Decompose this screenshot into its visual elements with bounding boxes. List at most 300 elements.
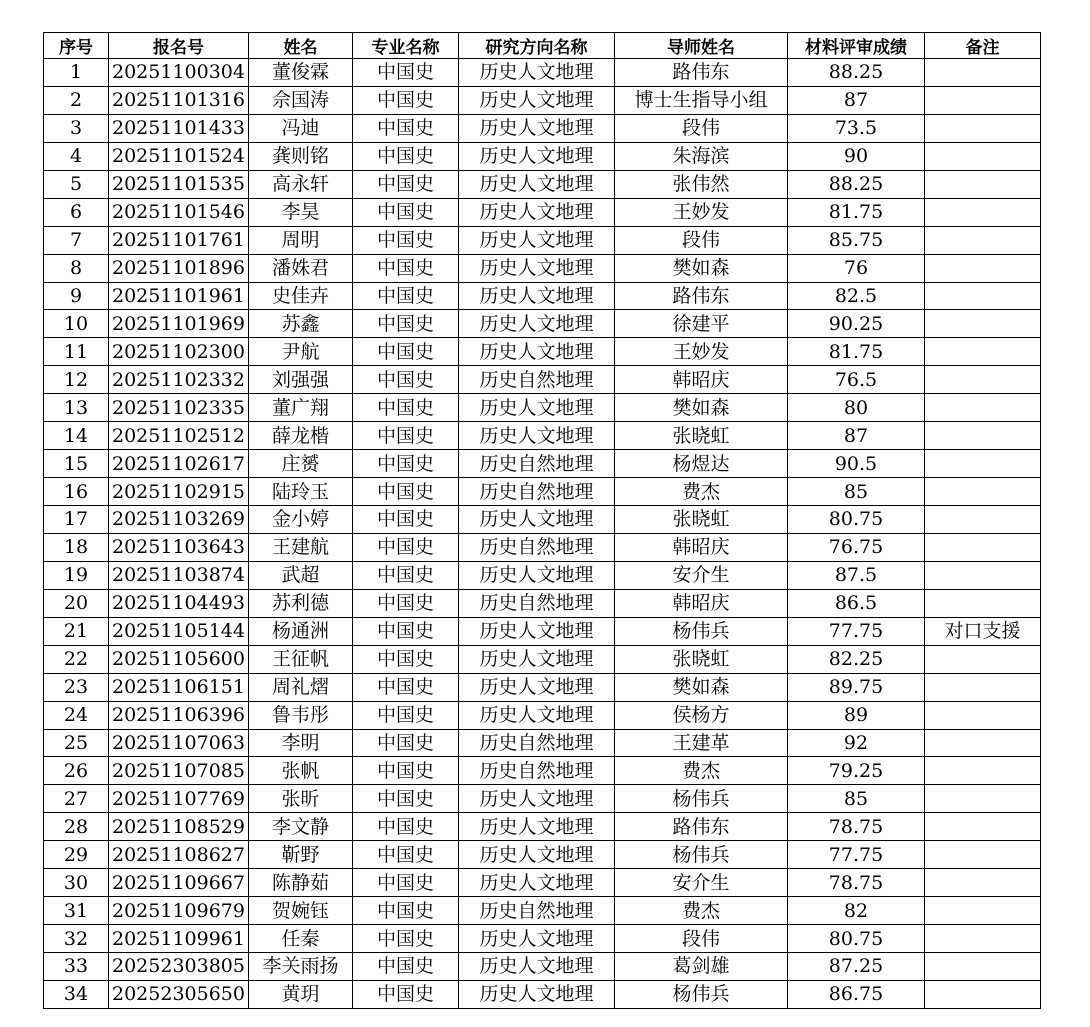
cell-supervisor: 费杰 (615, 757, 788, 785)
cell-research-direction: 历史人文地理 (459, 925, 615, 953)
cell-supervisor: 樊如森 (615, 394, 788, 422)
cell-name: 杨通洲 (249, 617, 353, 645)
cell-research-direction: 历史自然地理 (459, 450, 615, 478)
cell-score: 85 (788, 785, 925, 813)
cell-serial: 12 (44, 366, 109, 394)
cell-registration-number: 20251104493 (109, 589, 249, 617)
cell-name: 尹航 (249, 338, 353, 366)
cell-serial: 15 (44, 450, 109, 478)
cell-name: 张帆 (249, 757, 353, 785)
cell-remarks (925, 785, 1041, 813)
cell-research-direction: 历史自然地理 (459, 478, 615, 506)
cell-name: 陈静茹 (249, 869, 353, 897)
cell-score: 73.5 (788, 114, 925, 142)
cell-remarks (925, 980, 1041, 1008)
cell-serial: 2 (44, 86, 109, 114)
cell-remarks (925, 114, 1041, 142)
cell-score: 76.5 (788, 366, 925, 394)
cell-supervisor: 徐建平 (615, 310, 788, 338)
cell-name: 王征帆 (249, 645, 353, 673)
cell-score: 82.25 (788, 645, 925, 673)
cell-remarks (925, 394, 1041, 422)
cell-registration-number: 20251109667 (109, 869, 249, 897)
cell-serial: 33 (44, 953, 109, 981)
header-supervisor: 导师姓名 (615, 33, 788, 59)
cell-serial: 32 (44, 925, 109, 953)
table-row (44, 282, 1041, 310)
cell-name: 董广翔 (249, 394, 353, 422)
cell-registration-number: 20251102332 (109, 366, 249, 394)
cell-research-direction: 历史人文地理 (459, 114, 615, 142)
cell-research-direction: 历史人文地理 (459, 701, 615, 729)
table-row (44, 394, 1041, 422)
cell-name: 靳野 (249, 841, 353, 869)
cell-supervisor: 葛剑雄 (615, 953, 788, 981)
cell-research-direction: 历史自然地理 (459, 757, 615, 785)
cell-major: 中国史 (353, 980, 459, 1008)
cell-supervisor: 博士生指导小组 (615, 86, 788, 114)
cell-name: 刘强强 (249, 366, 353, 394)
cell-research-direction: 历史人文地理 (459, 394, 615, 422)
cell-serial: 25 (44, 729, 109, 757)
cell-serial: 20 (44, 589, 109, 617)
table-row (44, 142, 1041, 170)
cell-remarks (925, 450, 1041, 478)
cell-major: 中国史 (353, 114, 459, 142)
cell-registration-number: 20251101433 (109, 114, 249, 142)
cell-major: 中国史 (353, 841, 459, 869)
cell-remarks (925, 282, 1041, 310)
table-row (44, 813, 1041, 841)
cell-score: 90 (788, 142, 925, 170)
header-serial: 序号 (44, 33, 109, 59)
cell-score: 87 (788, 86, 925, 114)
cell-name: 任秦 (249, 925, 353, 953)
cell-research-direction: 历史自然地理 (459, 897, 615, 925)
table-row (44, 925, 1041, 953)
cell-remarks (925, 729, 1041, 757)
cell-major: 中国史 (353, 170, 459, 198)
cell-serial: 10 (44, 310, 109, 338)
cell-research-direction: 历史人文地理 (459, 254, 615, 282)
cell-score: 88.25 (788, 59, 925, 87)
cell-supervisor: 段伟 (615, 226, 788, 254)
cell-major: 中国史 (353, 813, 459, 841)
cell-remarks (925, 869, 1041, 897)
cell-registration-number: 20251103874 (109, 561, 249, 589)
cell-name: 冯迪 (249, 114, 353, 142)
cell-supervisor: 杨伟兵 (615, 617, 788, 645)
cell-research-direction: 历史人文地理 (459, 506, 615, 534)
cell-score: 82 (788, 897, 925, 925)
cell-score: 86.75 (788, 980, 925, 1008)
table-row (44, 450, 1041, 478)
cell-serial: 34 (44, 980, 109, 1008)
cell-remarks (925, 925, 1041, 953)
table-row (44, 338, 1041, 366)
cell-name: 庄赟 (249, 450, 353, 478)
cell-name: 董俊霖 (249, 59, 353, 87)
cell-registration-number: 20251107769 (109, 785, 249, 813)
cell-name: 王建航 (249, 533, 353, 561)
cell-serial: 8 (44, 254, 109, 282)
cell-supervisor: 杨伟兵 (615, 841, 788, 869)
cell-name: 周礼熠 (249, 673, 353, 701)
cell-registration-number: 20251101316 (109, 86, 249, 114)
cell-serial: 16 (44, 478, 109, 506)
table-row (44, 729, 1041, 757)
cell-serial: 4 (44, 142, 109, 170)
header-row (44, 33, 1041, 59)
cell-name: 佘国涛 (249, 86, 353, 114)
cell-name: 潘姝君 (249, 254, 353, 282)
cell-score: 80.75 (788, 925, 925, 953)
cell-serial: 17 (44, 506, 109, 534)
cell-registration-number: 20251101524 (109, 142, 249, 170)
cell-registration-number: 20251106396 (109, 701, 249, 729)
cell-research-direction: 历史人文地理 (459, 282, 615, 310)
cell-major: 中国史 (353, 142, 459, 170)
cell-score: 80.75 (788, 506, 925, 534)
cell-remarks (925, 142, 1041, 170)
table-row (44, 254, 1041, 282)
cell-serial: 30 (44, 869, 109, 897)
cell-supervisor: 王建革 (615, 729, 788, 757)
cell-remarks (925, 813, 1041, 841)
cell-score: 77.75 (788, 617, 925, 645)
cell-registration-number: 20252305650 (109, 980, 249, 1008)
cell-supervisor: 侯杨方 (615, 701, 788, 729)
cell-research-direction: 历史人文地理 (459, 953, 615, 981)
table-row (44, 114, 1041, 142)
cell-registration-number: 20251101546 (109, 198, 249, 226)
cell-registration-number: 20252303805 (109, 953, 249, 981)
cell-major: 中国史 (353, 701, 459, 729)
cell-remarks (925, 198, 1041, 226)
cell-serial: 14 (44, 422, 109, 450)
table-row (44, 366, 1041, 394)
cell-remarks (925, 701, 1041, 729)
table-row (44, 757, 1041, 785)
cell-supervisor: 王妙发 (615, 338, 788, 366)
cell-research-direction: 历史人文地理 (459, 198, 615, 226)
cell-name: 李关雨扬 (249, 953, 353, 981)
cell-remarks (925, 841, 1041, 869)
cell-score: 88.25 (788, 170, 925, 198)
cell-major: 中国史 (353, 478, 459, 506)
cell-serial: 28 (44, 813, 109, 841)
cell-registration-number: 20251101896 (109, 254, 249, 282)
cell-supervisor: 樊如森 (615, 673, 788, 701)
cell-research-direction: 历史人文地理 (459, 310, 615, 338)
cell-serial: 5 (44, 170, 109, 198)
cell-serial: 23 (44, 673, 109, 701)
cell-remarks (925, 86, 1041, 114)
cell-major: 中国史 (353, 366, 459, 394)
cell-supervisor: 安介生 (615, 561, 788, 589)
table-row (44, 897, 1041, 925)
cell-remarks (925, 422, 1041, 450)
cell-supervisor: 张晓虹 (615, 422, 788, 450)
table-row (44, 673, 1041, 701)
cell-research-direction: 历史人文地理 (459, 617, 615, 645)
cell-supervisor: 杨伟兵 (615, 980, 788, 1008)
cell-serial: 22 (44, 645, 109, 673)
cell-name: 武超 (249, 561, 353, 589)
table-row (44, 533, 1041, 561)
cell-serial: 6 (44, 198, 109, 226)
table-body (44, 59, 1041, 1009)
cell-supervisor: 杨伟兵 (615, 785, 788, 813)
table-row (44, 953, 1041, 981)
cell-research-direction: 历史人文地理 (459, 86, 615, 114)
table-row (44, 226, 1041, 254)
cell-name: 李明 (249, 729, 353, 757)
header-score: 材料评审成绩 (788, 33, 925, 59)
cell-serial: 24 (44, 701, 109, 729)
cell-major: 中国史 (353, 394, 459, 422)
cell-registration-number: 20251106151 (109, 673, 249, 701)
cell-score: 87 (788, 422, 925, 450)
cell-supervisor: 张晓虹 (615, 645, 788, 673)
cell-supervisor: 韩昭庆 (615, 589, 788, 617)
table-row (44, 506, 1041, 534)
cell-registration-number: 20251109961 (109, 925, 249, 953)
cell-registration-number: 20251102617 (109, 450, 249, 478)
header-research-direction: 研究方向名称 (459, 33, 615, 59)
cell-score: 81.75 (788, 338, 925, 366)
cell-remarks (925, 953, 1041, 981)
cell-research-direction: 历史人文地理 (459, 673, 615, 701)
cell-score: 92 (788, 729, 925, 757)
cell-remarks (925, 310, 1041, 338)
cell-supervisor: 费杰 (615, 478, 788, 506)
table-row (44, 561, 1041, 589)
cell-major: 中国史 (353, 589, 459, 617)
cell-score: 85 (788, 478, 925, 506)
cell-registration-number: 20251109679 (109, 897, 249, 925)
cell-name: 金小婷 (249, 506, 353, 534)
cell-major: 中国史 (353, 869, 459, 897)
table-row (44, 59, 1041, 87)
cell-score: 90.5 (788, 450, 925, 478)
cell-name: 贺婉钰 (249, 897, 353, 925)
cell-research-direction: 历史自然地理 (459, 533, 615, 561)
cell-research-direction: 历史自然地理 (459, 589, 615, 617)
cell-registration-number: 20251101969 (109, 310, 249, 338)
header-major: 专业名称 (353, 33, 459, 59)
cell-score: 86.5 (788, 589, 925, 617)
cell-score: 82.5 (788, 282, 925, 310)
table-row (44, 589, 1041, 617)
cell-score: 77.75 (788, 841, 925, 869)
cell-registration-number: 20251107085 (109, 757, 249, 785)
cell-supervisor: 路伟东 (615, 59, 788, 87)
cell-score: 79.25 (788, 757, 925, 785)
table-row (44, 198, 1041, 226)
cell-research-direction: 历史人文地理 (459, 226, 615, 254)
cell-name: 李昊 (249, 198, 353, 226)
cell-name: 薛龙楷 (249, 422, 353, 450)
cell-major: 中国史 (353, 59, 459, 87)
cell-major: 中国史 (353, 897, 459, 925)
cell-score: 80 (788, 394, 925, 422)
cell-registration-number: 20251101961 (109, 282, 249, 310)
cell-registration-number: 20251103643 (109, 533, 249, 561)
cell-registration-number: 20251107063 (109, 729, 249, 757)
cell-major: 中国史 (353, 785, 459, 813)
cell-serial: 1 (44, 59, 109, 87)
cell-name: 高永轩 (249, 170, 353, 198)
cell-major: 中国史 (353, 645, 459, 673)
cell-name: 苏利德 (249, 589, 353, 617)
cell-name: 黄玥 (249, 980, 353, 1008)
cell-name: 鲁韦彤 (249, 701, 353, 729)
cell-remarks (925, 645, 1041, 673)
table-row (44, 701, 1041, 729)
header-name: 姓名 (249, 33, 353, 59)
cell-research-direction: 历史人文地理 (459, 869, 615, 897)
cell-major: 中国史 (353, 422, 459, 450)
cell-score: 81.75 (788, 198, 925, 226)
cell-remarks (925, 897, 1041, 925)
cell-major: 中国史 (353, 254, 459, 282)
cell-name: 李文静 (249, 813, 353, 841)
cell-name: 苏鑫 (249, 310, 353, 338)
cell-name: 龚则铭 (249, 142, 353, 170)
cell-registration-number: 20251108627 (109, 841, 249, 869)
cell-supervisor: 韩昭庆 (615, 366, 788, 394)
cell-major: 中国史 (353, 561, 459, 589)
cell-remarks (925, 478, 1041, 506)
cell-registration-number: 20251102300 (109, 338, 249, 366)
cell-serial: 7 (44, 226, 109, 254)
cell-major: 中国史 (353, 617, 459, 645)
table-row (44, 86, 1041, 114)
cell-serial: 26 (44, 757, 109, 785)
cell-supervisor: 樊如森 (615, 254, 788, 282)
cell-major: 中国史 (353, 86, 459, 114)
cell-research-direction: 历史人文地理 (459, 561, 615, 589)
table-row (44, 170, 1041, 198)
cell-registration-number: 20251100304 (109, 59, 249, 87)
cell-major: 中国史 (353, 925, 459, 953)
table-row (44, 310, 1041, 338)
table-row (44, 645, 1041, 673)
header-registration-number: 报名号 (109, 33, 249, 59)
cell-major: 中国史 (353, 338, 459, 366)
cell-research-direction: 历史人文地理 (459, 813, 615, 841)
cell-remarks (925, 533, 1041, 561)
cell-supervisor: 路伟东 (615, 813, 788, 841)
cell-major: 中国史 (353, 506, 459, 534)
table-row (44, 980, 1041, 1008)
table-row (44, 617, 1041, 645)
cell-remarks (925, 226, 1041, 254)
cell-major: 中国史 (353, 533, 459, 561)
cell-score: 89 (788, 701, 925, 729)
cell-registration-number: 20251102915 (109, 478, 249, 506)
cell-research-direction: 历史自然地理 (459, 729, 615, 757)
cell-supervisor: 朱海滨 (615, 142, 788, 170)
cell-remarks (925, 366, 1041, 394)
cell-registration-number: 20251105144 (109, 617, 249, 645)
cell-score: 78.75 (788, 813, 925, 841)
cell-major: 中国史 (353, 310, 459, 338)
cell-score: 85.75 (788, 226, 925, 254)
cell-remarks (925, 254, 1041, 282)
cell-supervisor: 路伟东 (615, 282, 788, 310)
cell-research-direction: 历史人文地理 (459, 170, 615, 198)
cell-supervisor: 段伟 (615, 925, 788, 953)
cell-registration-number: 20251108529 (109, 813, 249, 841)
table-row (44, 869, 1041, 897)
cell-research-direction: 历史人文地理 (459, 841, 615, 869)
cell-registration-number: 20251102335 (109, 394, 249, 422)
header-remarks: 备注 (925, 33, 1041, 59)
cell-major: 中国史 (353, 282, 459, 310)
cell-name: 陆玲玉 (249, 478, 353, 506)
cell-supervisor: 张伟然 (615, 170, 788, 198)
cell-supervisor: 费杰 (615, 897, 788, 925)
cell-serial: 18 (44, 533, 109, 561)
cell-research-direction: 历史人文地理 (459, 645, 615, 673)
cell-serial: 9 (44, 282, 109, 310)
cell-supervisor: 韩昭庆 (615, 533, 788, 561)
cell-serial: 21 (44, 617, 109, 645)
cell-serial: 13 (44, 394, 109, 422)
cell-research-direction: 历史人文地理 (459, 338, 615, 366)
cell-name: 史佳卉 (249, 282, 353, 310)
cell-remarks (925, 59, 1041, 87)
cell-remarks (925, 757, 1041, 785)
cell-registration-number: 20251101761 (109, 226, 249, 254)
cell-remarks (925, 561, 1041, 589)
table-row (44, 422, 1041, 450)
cell-supervisor: 王妙发 (615, 198, 788, 226)
score-table (43, 32, 1041, 1009)
cell-major: 中国史 (353, 226, 459, 254)
cell-registration-number: 20251101535 (109, 170, 249, 198)
cell-serial: 31 (44, 897, 109, 925)
cell-research-direction: 历史人文地理 (459, 980, 615, 1008)
cell-serial: 3 (44, 114, 109, 142)
cell-name: 张昕 (249, 785, 353, 813)
cell-major: 中国史 (353, 729, 459, 757)
cell-major: 中国史 (353, 198, 459, 226)
cell-remarks (925, 506, 1041, 534)
table-row (44, 478, 1041, 506)
cell-serial: 19 (44, 561, 109, 589)
table-row (44, 841, 1041, 869)
cell-supervisor: 段伟 (615, 114, 788, 142)
cell-score: 90.25 (788, 310, 925, 338)
cell-major: 中国史 (353, 673, 459, 701)
cell-serial: 11 (44, 338, 109, 366)
cell-research-direction: 历史人文地理 (459, 785, 615, 813)
cell-score: 87.25 (788, 953, 925, 981)
cell-registration-number: 20251102512 (109, 422, 249, 450)
cell-score: 89.75 (788, 673, 925, 701)
cell-major: 中国史 (353, 953, 459, 981)
cell-registration-number: 20251105600 (109, 645, 249, 673)
cell-major: 中国史 (353, 450, 459, 478)
cell-remarks (925, 170, 1041, 198)
cell-supervisor: 张晓虹 (615, 506, 788, 534)
cell-serial: 27 (44, 785, 109, 813)
cell-score: 78.75 (788, 869, 925, 897)
cell-research-direction: 历史人文地理 (459, 142, 615, 170)
